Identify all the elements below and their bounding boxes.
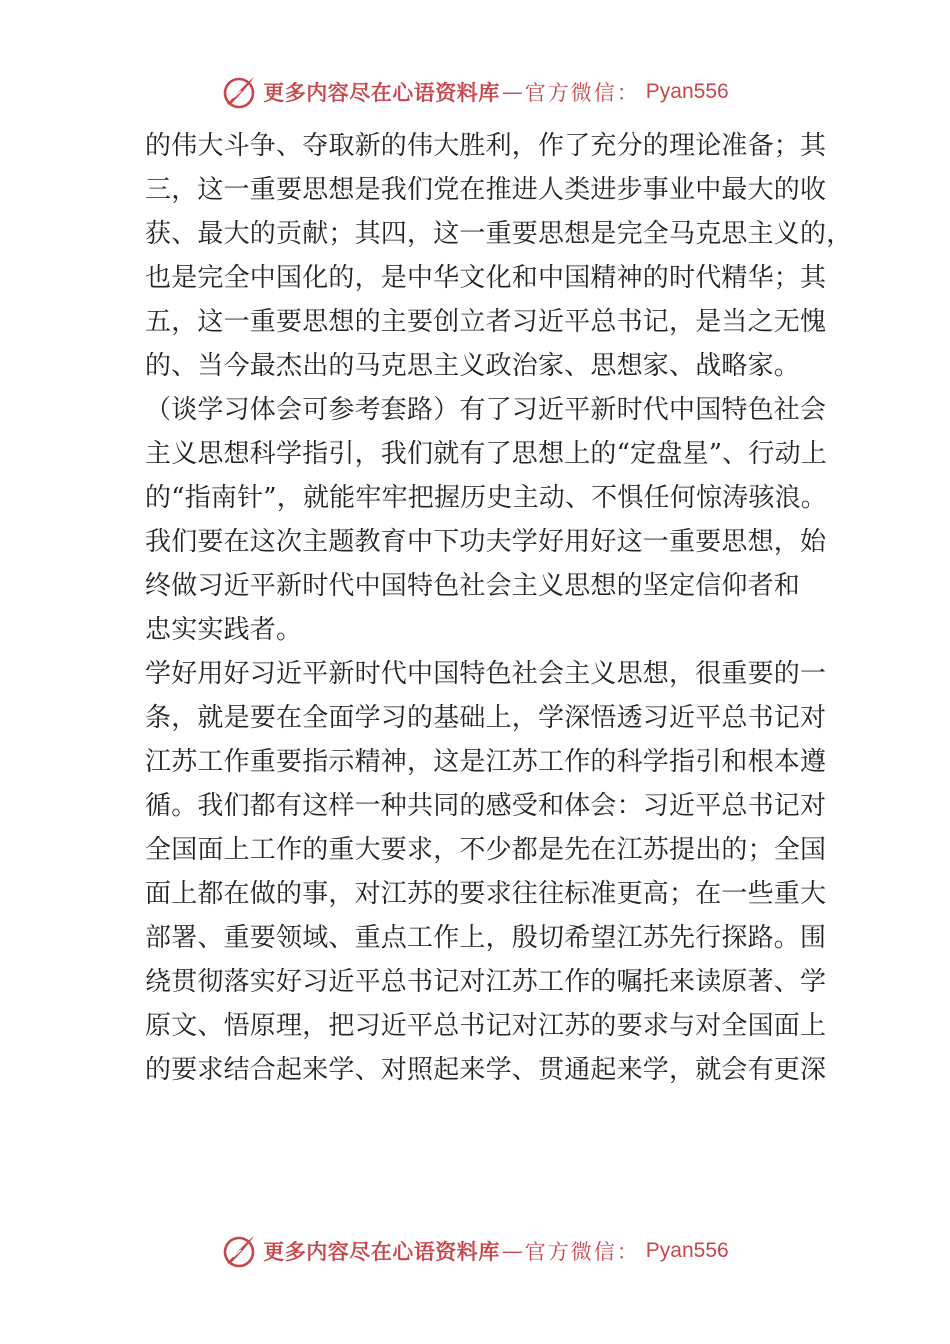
body-line: 的伟大斗争、夺取新的伟大胜利，作了充分的理论准备；其 <box>145 131 827 161</box>
body-line: 也是完全中国化的，是中华文化和中国精神的时代精华；其 <box>145 263 827 293</box>
body-line: 条，就是要在全面学习的基础上，学深悟透习近平总书记对 <box>145 703 827 733</box>
body-line: 部署、重要领域、重点工作上，殷切希望江苏先行探路。围 <box>145 923 827 953</box>
header-wechat-id: Pyan556 <box>645 80 729 103</box>
body-line: 五，这一重要思想的主要创立者习近平总书记，是当之无愧 <box>145 307 827 337</box>
header-main-text: 更多内容尽在心语资料库 <box>263 80 500 105</box>
body-line: 我们要在这次主题教育中下功夫学好用好这一重要思想，始 <box>145 527 827 557</box>
body-line: 终做习近平新时代中国特色社会主义思想的坚定信仰者和 <box>145 571 801 601</box>
footer-main-text: 更多内容尽在心语资料库 <box>263 1239 500 1264</box>
body-line: 的要求结合起来学、对照起来学、贯通起来学，就会有更深 <box>145 1055 827 1085</box>
header-text <box>263 77 728 107</box>
quill-pen-logo-icon <box>221 74 257 110</box>
footer-wechat-id: Pyan556 <box>645 1239 729 1262</box>
body-line: 面上都在做的事，对江苏的要求往往标准更高；在一些重大 <box>145 879 827 909</box>
body-line: （谈学习体会可参考套路）有了习近平新时代中国特色社会 <box>145 395 827 425</box>
body-line: 获、最大的贡献；其四，这一重要思想是完全马克思主义的， <box>145 219 853 249</box>
header-wechat-label: 官方微信： <box>524 81 640 105</box>
body-line: 主义思想科学指引，我们就有了思想上的“定盘星”、行动上 <box>145 439 827 469</box>
body-line: 三，这一重要思想是我们党在推进人类进步事业中最大的收 <box>145 175 827 205</box>
header-banner <box>0 70 950 114</box>
body-line: 全国面上工作的重大要求，不少都是先在江苏提出的；全国 <box>145 835 827 865</box>
header-separator: — <box>501 80 523 104</box>
footer-banner <box>0 1229 950 1273</box>
body-line: 绕贯彻落实好习近平总书记对江苏工作的嘱托来读原著、学 <box>145 967 827 997</box>
body-line: 学好用好习近平新时代中国特色社会主义思想，很重要的一 <box>145 659 827 689</box>
body-line: 循。我们都有这样一种共同的感受和体会：习近平总书记对 <box>145 791 827 821</box>
quill-pen-logo-icon <box>221 1233 257 1269</box>
footer-separator: — <box>501 1239 523 1263</box>
body-line: 江苏工作重要指示精神，这是江苏工作的科学指引和根本遵 <box>145 747 827 777</box>
footer-text <box>263 1236 728 1266</box>
body-line: 的、当今最杰出的马克思主义政治家、思想家、战略家。 <box>145 351 801 381</box>
body-line: 忠实实践者。 <box>145 615 303 645</box>
footer-wechat-label: 官方微信： <box>524 1240 640 1264</box>
body-line: 的“指南针”，就能牢牢把握历史主动、不惧任何惊涛骇浪。 <box>145 483 827 513</box>
body-line: 原文、悟原理，把习近平总书记对江苏的要求与对全国面上 <box>145 1011 827 1041</box>
document-body <box>145 124 853 1092</box>
